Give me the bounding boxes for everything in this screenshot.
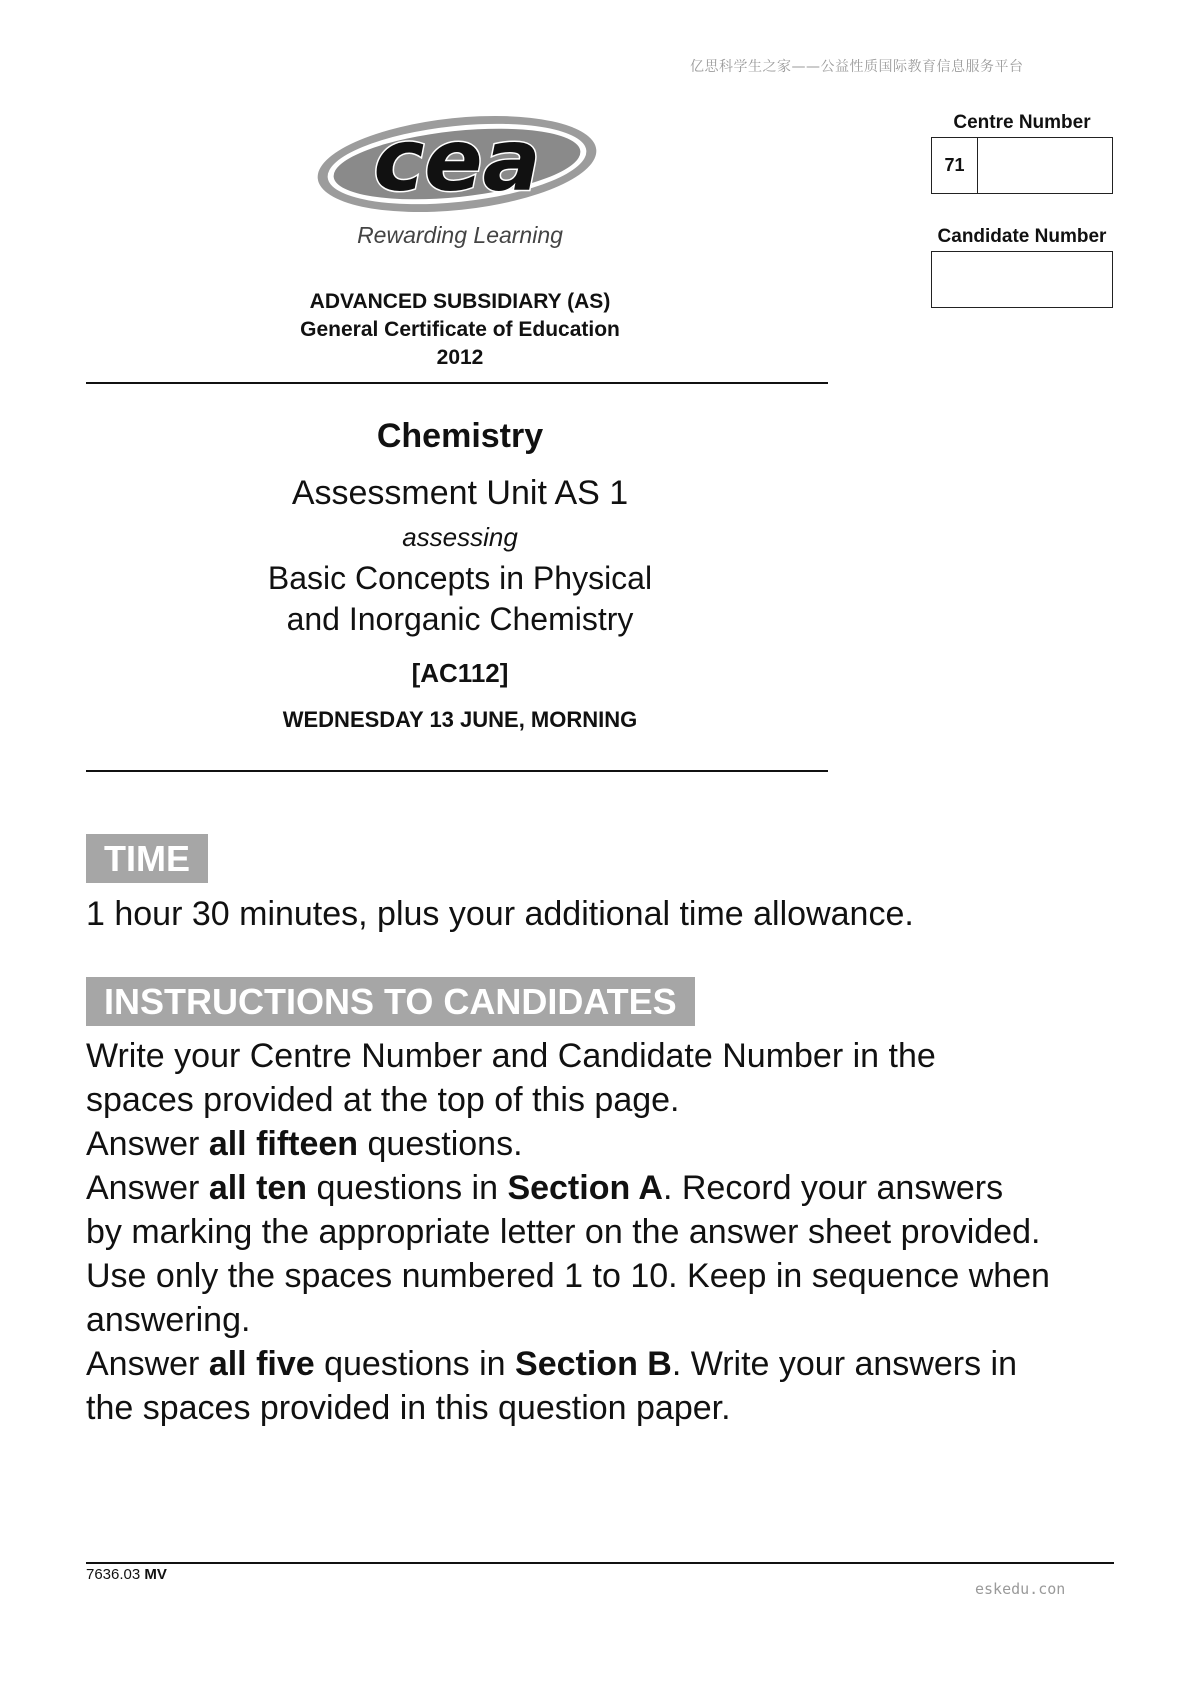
time-text: 1 hour 30 minutes, plus your additional time allowance. bbox=[86, 895, 914, 933]
divider-bottom bbox=[86, 770, 828, 772]
footer-code: 7636.03 MV bbox=[86, 1566, 167, 1583]
topic-line-2: and Inorganic Chemistry bbox=[286, 601, 634, 637]
topic-line-1: Basic Concepts in Physical bbox=[267, 560, 653, 596]
watermark-bottom: eskedu.con bbox=[975, 1580, 1066, 1598]
qualification-title: ADVANCED SUBSIDIARY (AS) bbox=[309, 290, 611, 313]
instruction-line: Use only the spaces numbered 1 to 10. Keep in sequence when bbox=[86, 1257, 1050, 1295]
instructions-body bbox=[86, 1034, 1126, 1430]
centre-number-label: Centre Number bbox=[953, 112, 1091, 133]
logo-tagline: Rewarding Learning bbox=[357, 222, 563, 248]
paper-code: [AC112] bbox=[411, 658, 509, 688]
instruction-line: Answer all fifteen questions. bbox=[86, 1125, 523, 1163]
centre-number-prefix: 71 bbox=[932, 138, 978, 193]
instruction-line: the spaces provided in this question paper. bbox=[86, 1389, 731, 1427]
exam-date: WEDNESDAY 13 JUNE, MORNING bbox=[282, 707, 638, 732]
instruction-line: by marking the appropriate letter on the answer sheet provided. bbox=[86, 1213, 1041, 1251]
instruction-line: Answer all ten questions in Section A. Record your answers bbox=[86, 1169, 1004, 1207]
instructions-heading: INSTRUCTIONS TO CANDIDATES bbox=[86, 977, 695, 1026]
logo-brand: cea bbox=[373, 112, 541, 211]
instruction-line: Write your Centre Number and Candidate Number in the bbox=[86, 1037, 936, 1075]
watermark-top: 亿思科学生之家——公益性质国际教育信息服务平台 bbox=[690, 59, 1024, 75]
exam-year: 2012 bbox=[436, 346, 484, 369]
assessing-label: assessing bbox=[402, 522, 518, 552]
centre-number-field[interactable] bbox=[931, 137, 1113, 194]
time-heading: TIME bbox=[86, 834, 208, 883]
candidate-number-field[interactable] bbox=[931, 251, 1113, 308]
cea-logo bbox=[312, 112, 602, 222]
assessment-unit: Assessment Unit AS 1 bbox=[291, 474, 629, 512]
footer-rule bbox=[86, 1562, 1114, 1564]
instruction-line: answering. bbox=[86, 1301, 251, 1339]
topic-title bbox=[200, 558, 720, 640]
divider-top bbox=[86, 382, 828, 384]
subject-title: Chemistry bbox=[376, 417, 544, 455]
instruction-line: Answer all five questions in Section B. Write your answers in bbox=[86, 1345, 1017, 1383]
candidate-number-label: Candidate Number bbox=[937, 226, 1107, 247]
certificate-title: General Certificate of Education bbox=[300, 318, 620, 341]
instruction-line: spaces provided at the top of this page. bbox=[86, 1081, 680, 1119]
